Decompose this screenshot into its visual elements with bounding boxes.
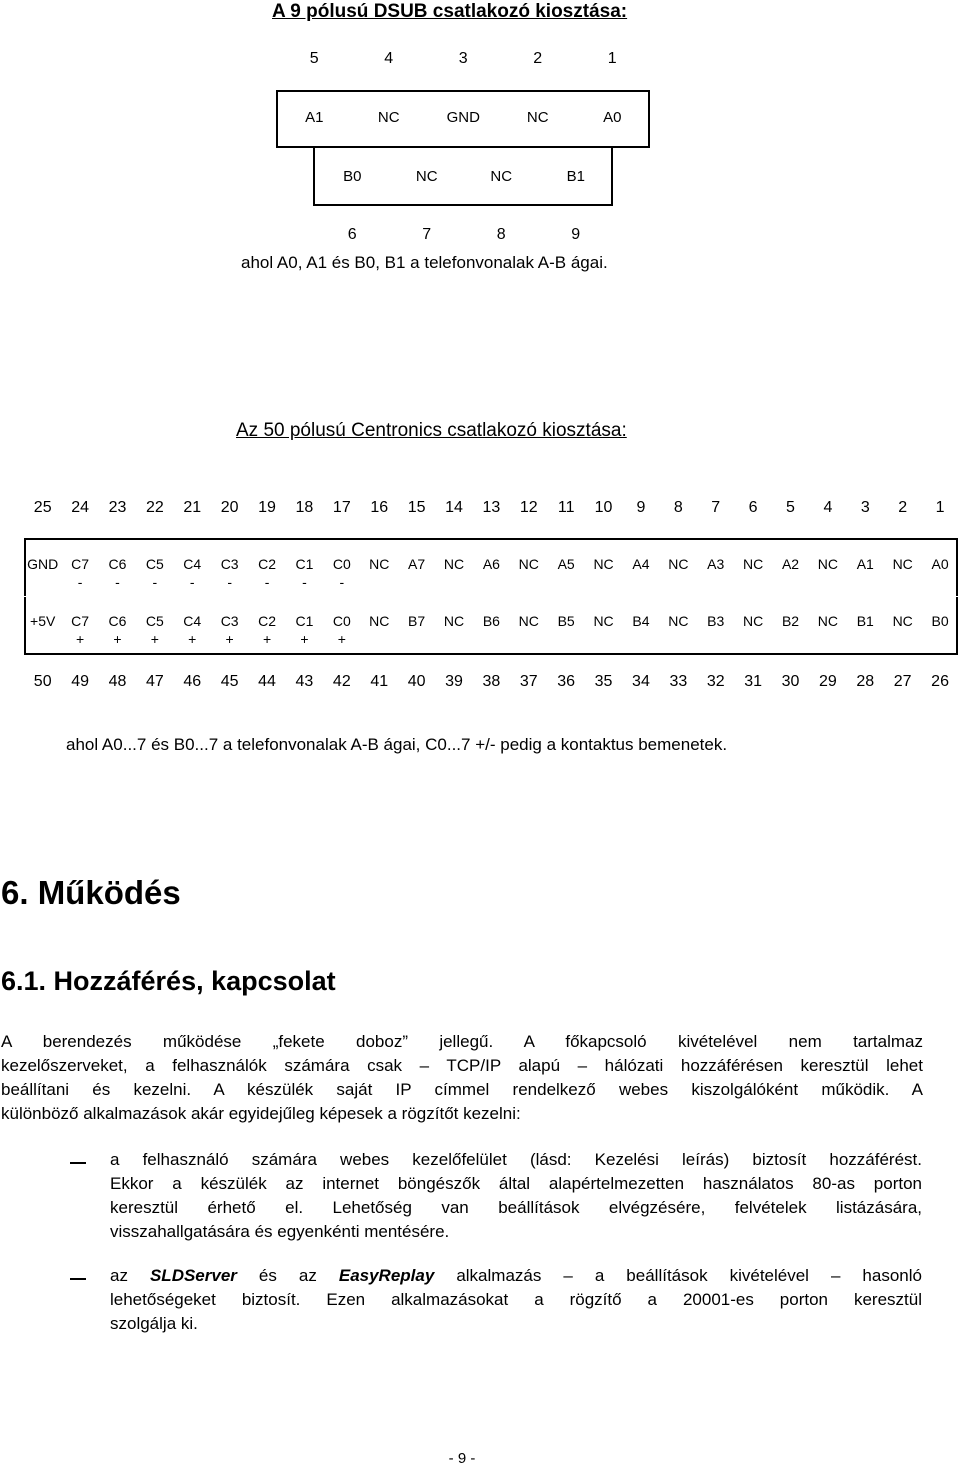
bullet-line: visszahallgatására és egyenkénti mentésére.	[110, 1222, 450, 1241]
pin-polarity: -	[339, 574, 345, 590]
pin-signal: C7	[71, 556, 90, 572]
pin-label: 8	[496, 226, 506, 243]
pin-label: 12	[519, 499, 538, 516]
pin-label: 50	[33, 673, 52, 690]
pin-polarity: -	[115, 574, 120, 590]
dsub-row-b	[315, 168, 613, 185]
pin-label: 39	[445, 673, 463, 690]
pin-polarity: +	[225, 631, 234, 647]
pin-polarity: +	[75, 631, 85, 647]
pin-label: 2	[898, 499, 908, 516]
pin-cell	[585, 612, 622, 648]
pin-cell	[847, 612, 884, 648]
pin-cell	[323, 555, 360, 591]
pin-signal: NC	[892, 556, 913, 572]
pin-signal: +5V	[30, 613, 56, 629]
pin-label: 49	[71, 673, 89, 690]
pin-signal: A0	[931, 556, 949, 572]
pin-polarity: -	[77, 574, 83, 590]
bullet-line: az SLDServer és az EasyReplay alkalmazás – a beállítások kivételével – hasonló	[110, 1266, 922, 1285]
pin-cell	[809, 555, 846, 591]
pin-cell	[24, 612, 61, 648]
pin-cell	[136, 612, 173, 648]
pin-signal: C6	[108, 613, 127, 629]
pin-cell	[473, 555, 510, 591]
pin-cell	[99, 555, 136, 591]
pin-cell	[323, 612, 360, 648]
pin-cell	[809, 612, 846, 648]
pin-label: 11	[557, 499, 575, 516]
pin-cell	[884, 612, 921, 648]
pin-signal: B1	[856, 613, 874, 629]
pin-label: 18	[295, 499, 314, 516]
dsub-row-a	[277, 109, 650, 126]
pin-signal: A5	[557, 556, 575, 572]
pin-cell	[174, 555, 211, 591]
pin-signal: A6	[482, 556, 500, 572]
pin-cell	[398, 612, 435, 648]
pin-label: 2	[533, 50, 543, 67]
pin-label: 9	[636, 499, 646, 516]
pin-cell	[61, 612, 98, 648]
pin-polarity: -	[152, 574, 158, 590]
paragraph-line: A berendezés működése „fekete doboz” jellegű. A főkapcsoló kivételével nem tartalmaz	[1, 1032, 923, 1051]
pin-label: 42	[332, 673, 351, 690]
pin-label: 14	[445, 499, 463, 516]
pin-polarity: +	[188, 631, 197, 647]
pin-signal: NC	[743, 556, 764, 572]
pin-cell	[248, 612, 285, 648]
pin-signal: C2	[258, 556, 276, 572]
app-name-sldserver: SLDServer	[149, 1266, 237, 1285]
pin-cell	[211, 612, 248, 648]
pin-label: 10	[594, 499, 613, 516]
pin-label: 1	[935, 499, 945, 516]
pin-signal: C4	[183, 613, 202, 629]
pin-label: A0	[603, 109, 622, 126]
pin-label: NC	[415, 168, 438, 185]
pin-label: 33	[669, 673, 688, 690]
pin-cell	[361, 612, 398, 648]
bullet-line: Ekkor a készülék az internet böngészők által alapértelmezetten használatos 80-as porton	[110, 1174, 922, 1193]
page-number: - 9 -	[448, 1450, 476, 1467]
pin-cell	[286, 612, 323, 648]
pin-cell	[884, 555, 921, 591]
pin-label: 36	[557, 673, 576, 690]
pin-signal: C3	[220, 613, 239, 629]
pin-signal: NC	[369, 556, 390, 572]
pin-label: 7	[711, 499, 721, 516]
pin-cell	[697, 555, 734, 591]
pin-signal: C0	[332, 556, 351, 572]
pin-label: 46	[183, 673, 202, 690]
pin-cell	[622, 612, 659, 648]
pin-cell	[547, 612, 584, 648]
pin-cell	[622, 555, 659, 591]
pin-polarity: +	[337, 631, 346, 647]
pin-signal: B3	[707, 613, 725, 629]
pin-signal: B4	[632, 613, 650, 629]
bullet-item-web	[110, 1148, 922, 1244]
pin-signal: C1	[295, 613, 314, 629]
bullet-line: keresztül érhető el. Lehetőség van beállítások elvégzésére, felvételek listázására,	[110, 1198, 922, 1217]
pin-label: 37	[519, 673, 538, 690]
pin-label: 41	[370, 673, 389, 690]
section-heading: 6. Működés	[1, 874, 181, 911]
pin-label: 13	[482, 499, 501, 516]
pin-signal: NC	[593, 556, 614, 572]
pin-label: 38	[482, 673, 501, 690]
pin-signal: A7	[408, 556, 426, 572]
pin-signal: A2	[781, 556, 800, 572]
pin-polarity: -	[302, 574, 307, 590]
centronics-note: ahol A0...7 és B0...7 a telefonvonalak A-B ágai, C0...7 +/- pedig a kontaktus bemenetek.	[66, 735, 728, 754]
pin-label: GND	[446, 109, 480, 126]
pin-signal: A4	[632, 556, 650, 572]
pin-signal: NC	[668, 613, 689, 629]
pin-cell	[510, 555, 547, 591]
pin-label: 3	[860, 499, 870, 516]
pin-signal: B2	[781, 613, 800, 629]
pin-cell	[921, 612, 958, 648]
pin-label: 5	[786, 499, 795, 516]
pin-label: 45	[220, 673, 239, 690]
pin-cell	[660, 555, 697, 591]
pin-label: 30	[781, 673, 800, 690]
pin-signal: A3	[707, 556, 725, 572]
pin-label: 7	[422, 226, 432, 243]
pin-cell	[660, 612, 697, 648]
dsub-note: ahol A0, A1 és B0, B1 a telefonvonalak A-B ágai.	[241, 253, 608, 272]
pin-cell	[174, 612, 211, 648]
pin-polarity: -	[189, 574, 195, 590]
dsub-top-pins	[277, 50, 650, 68]
dsub-title: A 9 pólusú DSUB csatlakozó kiosztása:	[272, 1, 628, 22]
pin-label: 43	[295, 673, 314, 690]
pin-label: 47	[145, 673, 164, 690]
pin-label: 24	[71, 499, 89, 516]
pin-signal: NC	[518, 556, 539, 572]
pin-label: 17	[332, 499, 351, 516]
pin-signal: GND	[27, 556, 59, 572]
pin-polarity: +	[113, 631, 122, 647]
pin-label: 27	[893, 673, 912, 690]
pin-cell	[61, 555, 98, 591]
pin-cell	[435, 612, 472, 648]
pin-label: 9	[571, 226, 581, 243]
centronics-bottom-pins	[24, 673, 959, 691]
intro-paragraph	[1, 1030, 923, 1126]
pin-label: 34	[632, 673, 650, 690]
pin-cell	[99, 612, 136, 648]
pin-label: 31	[744, 673, 763, 690]
pin-cell	[435, 555, 472, 591]
pin-polarity: -	[227, 574, 232, 590]
pin-cell	[510, 612, 547, 648]
app-name-easyreplay: EasyReplay	[338, 1266, 435, 1285]
pin-signal: NC	[518, 613, 539, 629]
pin-cell	[734, 612, 771, 648]
pin-cell	[585, 555, 622, 591]
pin-cell	[398, 555, 435, 591]
pin-cell	[136, 555, 173, 591]
pin-label: 15	[407, 499, 426, 516]
pin-label: 3	[458, 50, 468, 67]
pin-label: 4	[823, 499, 833, 516]
bullet-line: a felhasználó számára webes kezelőfelület (lásd: Kezelési leírás) biztosít hozzáférést.	[110, 1150, 922, 1169]
pin-cell	[547, 555, 584, 591]
pin-label: 32	[706, 673, 725, 690]
pin-label: 8	[673, 499, 683, 516]
pin-polarity: -	[264, 574, 270, 590]
centronics-row-bottom	[24, 612, 959, 648]
bullet-line: lehetőségeket biztosít. Ezen alkalmazásokat a rögzítő a 20001-es porton keresztül	[110, 1290, 922, 1309]
pin-label: 28	[856, 673, 875, 690]
pin-signal: C4	[183, 556, 202, 572]
pin-label: 40	[407, 673, 426, 690]
pin-label: B1	[566, 168, 585, 185]
pin-signal: A1	[856, 556, 874, 572]
pin-signal: NC	[817, 556, 839, 572]
pin-cell	[24, 555, 61, 591]
pin-polarity: +	[262, 631, 272, 647]
pin-label: A1	[305, 109, 324, 126]
pin-label: 26	[931, 673, 949, 690]
pin-signal: C7	[71, 613, 90, 629]
paragraph-line: kezelőszerveket, a felhasználók számára csak – TCP/IP alapú – hálózati hozzáférésen keresztül lehet	[1, 1056, 923, 1075]
pin-label: 4	[384, 50, 394, 67]
pin-label: NC	[526, 109, 549, 126]
pin-label: 29	[819, 673, 837, 690]
pin-cell	[847, 555, 884, 591]
pin-label: NC	[490, 168, 513, 185]
pin-label: 1	[607, 50, 617, 67]
pin-signal: NC	[443, 556, 465, 572]
centronics-divider	[24, 596, 958, 597]
centronics-top-pins	[24, 499, 959, 517]
section-subheading: 6.1. Hozzáférés, kapcsolat	[1, 966, 336, 996]
centronics-row-top	[24, 555, 959, 591]
pin-signal: NC	[892, 613, 913, 629]
pin-label: 21	[183, 499, 202, 516]
pin-signal: B5	[557, 613, 575, 629]
paragraph-line: beállítani és kezelni. A készülék saját IP címmel rendelkező webes kiszolgálóként működik. A	[1, 1080, 923, 1099]
pin-label: 35	[594, 673, 613, 690]
pin-signal: NC	[443, 613, 465, 629]
pin-signal: NC	[593, 613, 614, 629]
pin-signal: C3	[220, 556, 239, 572]
pin-signal: C2	[258, 613, 276, 629]
pin-label: 20	[220, 499, 239, 516]
pin-cell	[286, 555, 323, 591]
centronics-title: Az 50 pólusú Centronics csatlakozó kiosztása:	[236, 420, 627, 441]
pin-cell	[921, 555, 958, 591]
pin-label: 23	[108, 499, 127, 516]
pin-label: 5	[309, 50, 319, 67]
pin-signal: B7	[408, 613, 426, 629]
pin-label: NC	[377, 109, 400, 126]
pin-cell	[734, 555, 771, 591]
pin-polarity: +	[300, 631, 309, 647]
pin-label: 22	[145, 499, 164, 516]
pin-label: 6	[347, 226, 357, 243]
pin-signal: C5	[145, 556, 164, 572]
pin-label: 16	[370, 499, 389, 516]
pin-signal: C0	[332, 613, 351, 629]
pin-signal: C6	[108, 556, 127, 572]
pin-label: 19	[258, 499, 276, 516]
pin-label: 25	[33, 499, 52, 516]
pin-label: 6	[748, 499, 758, 516]
pin-cell	[772, 612, 809, 648]
pin-signal: NC	[743, 613, 764, 629]
bullet-dash	[70, 1278, 86, 1280]
pin-cell	[361, 555, 398, 591]
paragraph-line: különböző alkalmazások akár egyidejűleg képesek a rögzítőt kezelni:	[1, 1104, 521, 1123]
pin-cell	[473, 612, 510, 648]
bullet-item-apps	[110, 1264, 922, 1336]
bullet-dash	[70, 1162, 86, 1164]
pin-signal: B6	[482, 613, 500, 629]
bullet-line: szolgálja ki.	[110, 1314, 198, 1333]
pin-signal: C5	[145, 613, 164, 629]
pin-polarity: +	[150, 631, 159, 647]
pin-signal: C1	[295, 556, 314, 572]
pin-signal: NC	[817, 613, 839, 629]
pin-cell	[248, 555, 285, 591]
pin-cell	[697, 612, 734, 648]
dsub-bottom-pins	[315, 226, 613, 244]
pin-label: 44	[258, 673, 276, 690]
pin-label: B0	[343, 168, 362, 185]
pin-signal: NC	[369, 613, 390, 629]
pin-cell	[772, 555, 809, 591]
pin-signal: NC	[668, 556, 689, 572]
pin-label: 48	[108, 673, 127, 690]
pin-signal: B0	[931, 613, 949, 629]
pin-cell	[211, 555, 248, 591]
